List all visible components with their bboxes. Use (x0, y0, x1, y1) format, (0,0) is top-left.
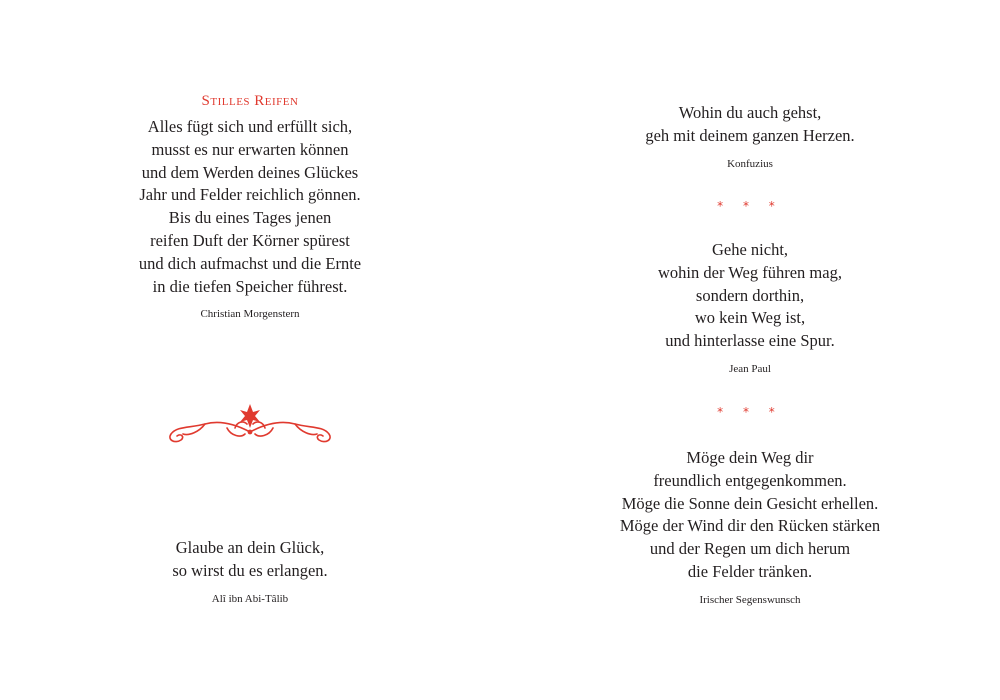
poem-line: Jahr und Felder reichlich gönnen. (139, 185, 361, 205)
quote-line: Wohin du auch gehst, (678, 103, 822, 122)
quote-line: wo kein Weg ist, (694, 308, 806, 328)
quote-line: sondern dorthin, (695, 285, 805, 305)
poem-line: Bis du eines Tages jenen (168, 208, 332, 228)
quote-line: Möge dein Weg dir (686, 448, 814, 467)
quote-author: Alî ibn Abi-Tâlib (211, 592, 289, 605)
poem-line: und dich aufmachst und die Ernte (138, 253, 362, 273)
quote-line: Glaube an dein Glück, (175, 538, 325, 557)
star-separator: * * * (717, 199, 783, 213)
quote-line: die Felder tränken. (687, 561, 813, 581)
quote-irischer-segen (500, 447, 1000, 607)
quote-konfuzius (500, 102, 1000, 171)
quote-line: wohin der Weg führen mag, (658, 262, 842, 282)
poem-line: reifen Duft der Körner spürest (150, 230, 350, 250)
flourish-ornament-icon (165, 398, 335, 448)
star-separator: * * * (717, 405, 783, 419)
quote-author: Jean Paul (729, 362, 771, 375)
right-page (500, 0, 1000, 700)
poem-stilles-reifen (0, 93, 500, 321)
poem-author: Christian Morgenstern (200, 308, 300, 321)
quote-line: und der Regen um dich herum (649, 539, 851, 559)
quote-jean-paul (500, 239, 1000, 376)
poem-line: und dem Werden deines Glückes (141, 162, 359, 182)
quote-line: freundlich entgegenkommen. (653, 470, 847, 490)
quote-author: Irischer Segenswunsch (699, 593, 801, 606)
quote-line: Gehe nicht, (711, 240, 789, 259)
quote-glaube (0, 537, 500, 606)
quote-line: geh mit deinem ganzen Herzen. (645, 125, 855, 145)
quote-line: Möge der Wind dir den Rücken stärken (619, 516, 881, 536)
poem-line: Alles fügt sich und erfüllt sich, (147, 117, 353, 136)
poem-title: Stilles Reifen (201, 93, 299, 109)
poem-line: musst es nur erwarten können (151, 139, 349, 159)
quote-line: so wirst du es erlangen. (172, 560, 328, 580)
quote-author: Konfuzius (727, 157, 773, 170)
poem-line: in die tiefen Speicher führest. (152, 276, 348, 296)
quote-line: und hinterlasse eine Spur. (665, 331, 835, 351)
quote-line: Möge die Sonne dein Gesicht erhellen. (621, 493, 879, 513)
